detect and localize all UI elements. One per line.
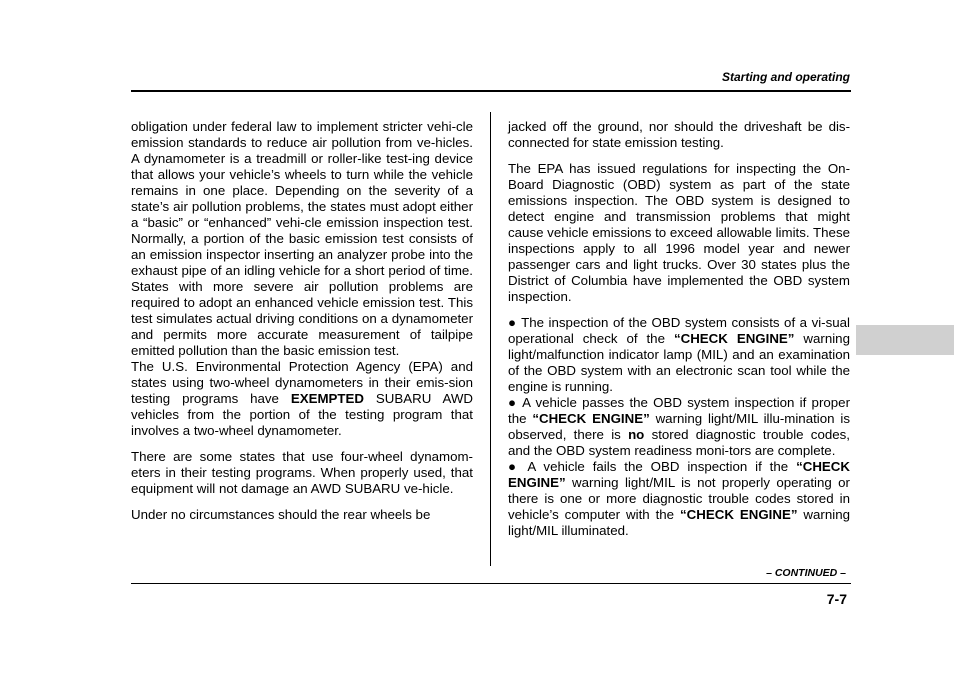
bullet-item-1 (508, 315, 850, 395)
bold-text: “CHECK ENGINE” (680, 507, 798, 522)
bold-text: “CHECK ENGINE” (673, 331, 795, 346)
bold-text: “CHECK ENGINE” (532, 411, 650, 426)
continued-label: – CONTINUED – (766, 567, 846, 579)
text-span: warning light/malfunction indicator lamp (MIL) and an examination of the OBD system with an electronic scan tool while the engine is running. (508, 331, 850, 394)
bullet-item-2 (508, 395, 850, 459)
page-number: 7-7 (826, 591, 847, 607)
text-span: ● The inspection of the OBD system consists of a vi-sual operational check of the (508, 315, 850, 346)
footer-rule (131, 583, 851, 584)
right-paragraph-1: jacked off the ground, nor should the driveshaft be dis-connected for state emission testing. (508, 119, 850, 150)
bold-text: EXEMPTED (290, 391, 364, 406)
header-rule (131, 90, 851, 92)
text-span: ● A vehicle passes the OBD system inspection if proper the (508, 395, 850, 426)
column-divider (490, 112, 491, 566)
text-span: stored diagnostic trouble codes, and the OBD system readiness moni-tors are complete. (508, 427, 850, 458)
bold-text: “CHECK ENGINE” (508, 459, 850, 490)
bullet-item-3 (508, 459, 850, 539)
right-column (508, 119, 850, 539)
right-paragraph-2: The EPA has issued regulations for inspecting the On-Board Diagnostic (OBD) system as part of the state emissions inspection. The OBD system is designed to detect engine and transmission problems that might cause vehicle emissions to exceed allowable limits. These inspections apply to all 1996 model year and newer passenger cars and light trucks. Over 30 states plus the District of Columbia have implemented the OBD system inspection. (508, 161, 850, 304)
text-span: warning light/MIL illuminated. (508, 507, 850, 538)
text-span: warning light/MIL illu-mination is observed, there is (508, 411, 850, 442)
bold-text: no (628, 427, 645, 442)
text-span: The U.S. Environmental Protection Agency (EPA) and states using two-wheel dynamometers in their emis-sion testing programs have (131, 359, 473, 406)
text-span: warning light/MIL is not properly operating or there is one or more diagnostic trouble codes stored in vehicle’s computer with the (508, 475, 850, 522)
left-paragraph-4: Under no circumstances should the rear wheels be (131, 507, 431, 522)
left-column (131, 119, 473, 523)
text-span: ● A vehicle fails the OBD inspection if the (508, 459, 797, 474)
section-header-title: Starting and operating (721, 70, 850, 84)
left-paragraph-1: obligation under federal law to implement stricter vehi-cle emission standards to reduce air pollution from ve-hicles. A dynamometer is a treadmill or roller-like test-ing device that allows your vehicle’s wheels to turn while the vehicle remains in one place. Depending on the severity of a state’s air pollution problems, the states must adopt either a “basic” or “enhanced” vehi-cle emission inspection test. Normally, a portion of the basic emission test consists of an emission inspector inserting an analyzer probe into the exhaust pipe of an idling vehicle for a short period of time. States with more severe air pollution problems are required to adopt an enhanced vehicle emission test. This test simulates actual driving conditions on a dynamometer and permits more accurate measurement of tailpipe emitted pollution than the basic emission test. (131, 119, 473, 358)
text-span: SUBARU AWD vehicles from the portion of the testing program that involves a two-wheel dynamometer. (131, 391, 473, 438)
chapter-tab (856, 325, 954, 355)
left-paragraph-3: There are some states that use four-wheel dynamom-eters in their testing programs. When properly used, that equipment will not damage an AWD SUBARU ve-hicle. (131, 449, 473, 496)
left-paragraph-2 (131, 359, 473, 439)
